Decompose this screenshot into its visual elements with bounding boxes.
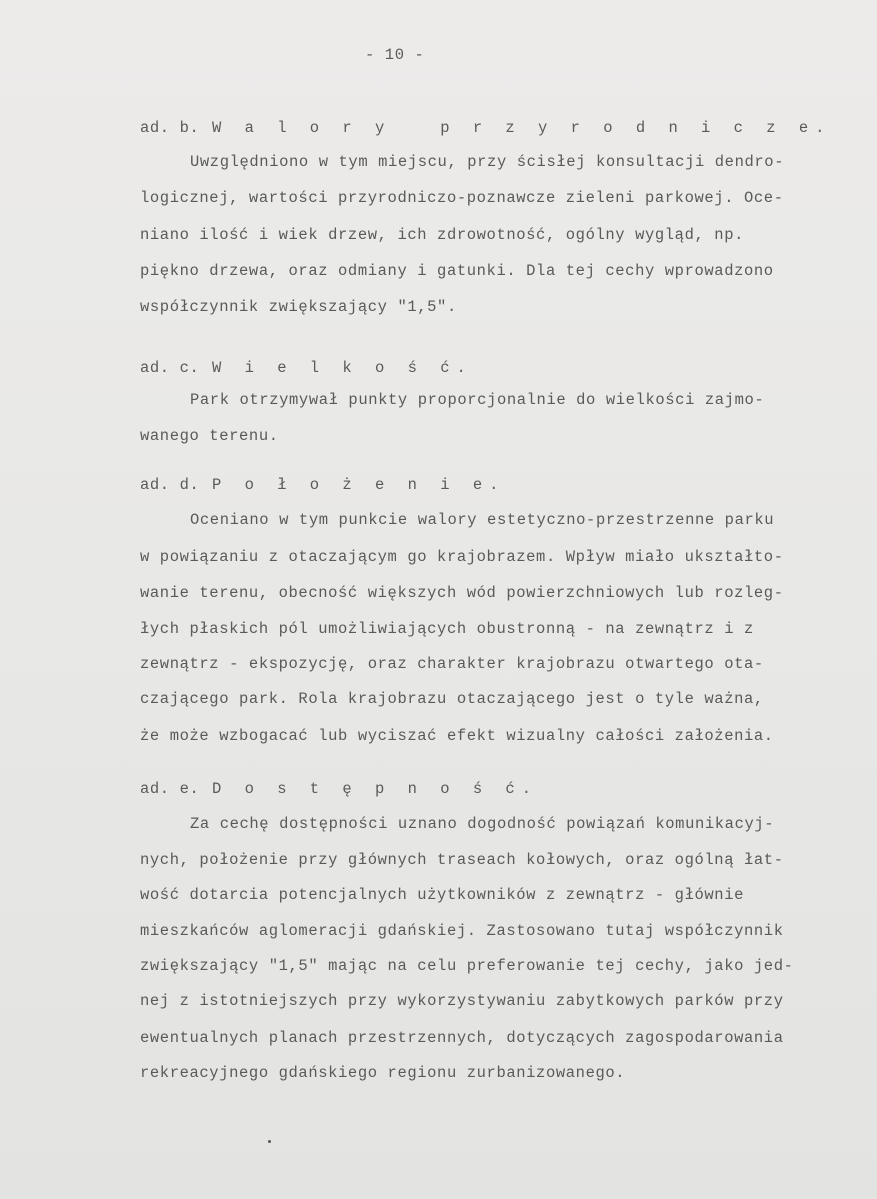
- text-line: wanego terenu.: [140, 427, 279, 445]
- heading-prefix-d: ad. d.: [140, 476, 200, 494]
- text-line: piękno drzewa, oraz odmiany i gatunki. Dla tej cechy wprowadzono: [140, 262, 774, 280]
- text-line: że może wzbogacać lub wyciszać efekt wizualny całości założenia.: [140, 727, 774, 745]
- text-line: nej z istotniejszych przy wykorzystywaniu zabytkowych parków przy: [140, 992, 784, 1010]
- text-line: rekreacyjnego gdańskiego regionu zurbanizowanego.: [140, 1064, 626, 1082]
- heading-title-e: D o s t ę p n o ś ć.: [212, 780, 539, 798]
- text-line: wość dotarcia potencjalnych użytkowników z zewnątrz - głównie: [140, 886, 744, 904]
- heading-title-d: P o ł o ż e n i e.: [212, 476, 506, 494]
- text-line: Oceniano w tym punkcie walory estetyczno-przestrzenne parku: [190, 511, 775, 529]
- text-line: niano ilość i wiek drzew, ich zdrowotność, ogólny wygląd, np.: [140, 226, 744, 244]
- text-line: Park otrzymywał punkty proporcjonalnie do wielkości zajmo-: [190, 391, 765, 409]
- text-line: Uwzględniono w tym miejscu, przy ścisłej konsultacji dendro-: [190, 153, 785, 171]
- ink-speck: [268, 1140, 271, 1143]
- text-line: wanie terenu, obecność większych wód powierzchniowych lub rozleg-: [140, 584, 784, 602]
- heading-title-c: W i e l k o ś ć.: [212, 359, 473, 377]
- text-line: ewentualnych planach przestrzennych, dotyczących zagospodarowania: [140, 1029, 784, 1047]
- text-line: zwiększający "1,5" mając na celu preferowanie tej cechy, jako jed-: [140, 957, 794, 975]
- page-number: - 10 -: [365, 46, 425, 64]
- text-line: nych, położenie przy głównych traseach kołowych, oraz ogólną łat-: [140, 851, 784, 869]
- text-line: mieszkańców aglomeracji gdańskiej. Zastosowano tutaj współczynnik: [140, 922, 784, 940]
- text-line: czającego park. Rola krajobrazu otaczającego jest o tyle ważna,: [140, 690, 764, 708]
- text-line: Za cechę dostępności uznano dogodność powiązań komunikacyj-: [190, 815, 775, 833]
- text-line: w powiązaniu z otaczającym go krajobrazem. Wpływ miało ukształto-: [140, 548, 784, 566]
- heading-prefix-e: ad. e.: [140, 780, 200, 798]
- text-line: łych płaskich pól umożliwiających obustronną - na zewnątrz i z: [140, 620, 754, 638]
- text-line: zewnątrz - ekspozycję, oraz charakter krajobrazu otwartego ota-: [140, 655, 764, 673]
- heading-title-b: W a l o r y p r z y r o d n i c z e.: [212, 119, 832, 137]
- heading-prefix-c: ad. c.: [140, 359, 200, 377]
- text-line: współczynnik zwiększający "1,5".: [140, 298, 457, 316]
- text-line: logicznej, wartości przyrodniczo-poznawcze zieleni parkowej. Oce-: [140, 189, 784, 207]
- heading-prefix-b: ad. b.: [140, 119, 200, 137]
